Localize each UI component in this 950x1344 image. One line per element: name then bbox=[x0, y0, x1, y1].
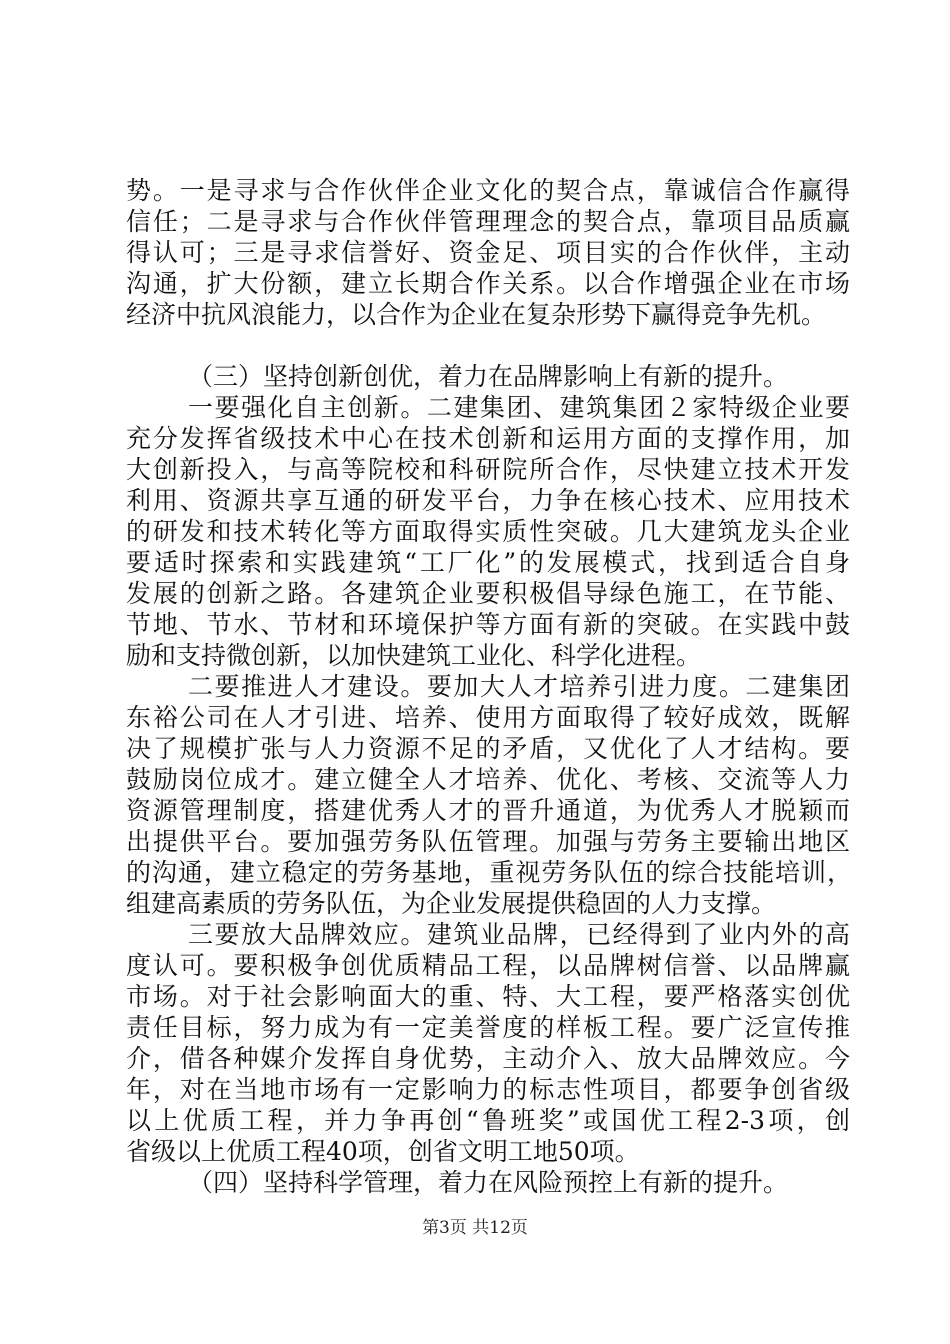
text-line: 沟通，扩大份额，建立长期合作关系。以合作增强企业在市场 bbox=[126, 269, 850, 298]
text-line: 组建高素质的劳务队伍，为企业发展提供稳固的人力支撑。 bbox=[126, 889, 777, 918]
text-line: （三）坚持创新创优，着力在品牌影响上有新的提升。 bbox=[188, 362, 788, 391]
text-line: 东裕公司在人才引进、培养、使用方面取得了较好成效，既解 bbox=[126, 703, 850, 732]
text-line: 势。一是寻求与合作伙伴企业文化的契合点，靠诚信合作赢得 bbox=[126, 176, 850, 205]
text-line: 三要放大品牌效应。建筑业品牌，已经得到了业内外的高 bbox=[188, 920, 850, 949]
text-line: 以上优质工程，并力争再创“鲁班奖”或国优工程2-3项，创 bbox=[126, 1106, 850, 1135]
text-line: 决了规模扩张与人力资源不足的矛盾，又优化了人才结构。要 bbox=[126, 734, 850, 763]
text-line: 充分发挥省级技术中心在技术创新和运用方面的支撑作用，加 bbox=[126, 424, 850, 453]
text-line: 一要强化自主创新。二建集团、建筑集团２家特级企业要 bbox=[188, 393, 850, 422]
page-footer: 第3页 共12页 bbox=[422, 1218, 528, 1238]
text-line: 利用、资源共享互通的研发平台，力争在核心技术、应用技术 bbox=[126, 486, 850, 515]
text-line: 励和支持微创新，以加快建筑工业化、科学化进程。 bbox=[126, 641, 702, 670]
text-line: 资源管理制度，搭建优秀人才的晋升通道，为优秀人才脱颖而 bbox=[126, 796, 850, 825]
text-line: 信任；二是寻求与合作伙伴管理理念的契合点，靠项目品质赢 bbox=[126, 207, 850, 236]
text-line: 出提供平台。要加强劳务队伍管理。加强与劳务主要输出地区 bbox=[126, 827, 850, 856]
text-line: 市场。对于社会影响面大的重、特、大工程，要严格落实创优 bbox=[126, 982, 850, 1011]
text-line: 度认可。要积极争创优质精品工程，以品牌树信誉、以品牌赢 bbox=[126, 951, 850, 980]
text-line: 介，借各种媒介发挥自身优势，主动介入、放大品牌效应。今 bbox=[126, 1044, 850, 1073]
text-line: （四）坚持科学管理，着力在风险预控上有新的提升。 bbox=[188, 1168, 788, 1197]
text-line: 的沟通，建立稳定的劳务基地，重视劳务队伍的综合技能培训， bbox=[126, 858, 852, 887]
text-line: 责任目标，努力成为有一定美誉度的样板工程。要广泛宣传推 bbox=[126, 1013, 850, 1042]
text-line: 二要推进人才建设。要加大人才培养引进力度。二建集团 bbox=[188, 672, 850, 701]
text-line: 发展的创新之路。各建筑企业要积极倡导绿色施工，在节能、 bbox=[126, 579, 850, 608]
text-line: 经济中抗风浪能力，以合作为企业在复杂形势下赢得竞争先机。 bbox=[126, 300, 827, 329]
text-line: 省级以上优质工程40项，创省文明工地50项。 bbox=[126, 1137, 640, 1166]
text-line: 要适时探索和实践建筑“工厂化”的发展模式，找到适合自身 bbox=[126, 548, 850, 577]
text-line: 鼓励岗位成才。建立健全人才培养、优化、考核、交流等人力 bbox=[126, 765, 850, 794]
text-line: 节地、节水、节材和环境保护等方面有新的突破。在实践中鼓 bbox=[126, 610, 850, 639]
text-line: 大创新投入，与高等院校和科研院所合作，尽快建立技术开发 bbox=[126, 455, 850, 484]
text-line: 得认可；三是寻求信誉好、资金足、项目实的合作伙伴，主动 bbox=[126, 238, 850, 267]
text-line: 的研发和技术转化等方面取得实质性突破。几大建筑龙头企业 bbox=[126, 517, 850, 546]
text-line: 年，对在当地市场有一定影响力的标志性项目，都要争创省级 bbox=[126, 1075, 850, 1104]
